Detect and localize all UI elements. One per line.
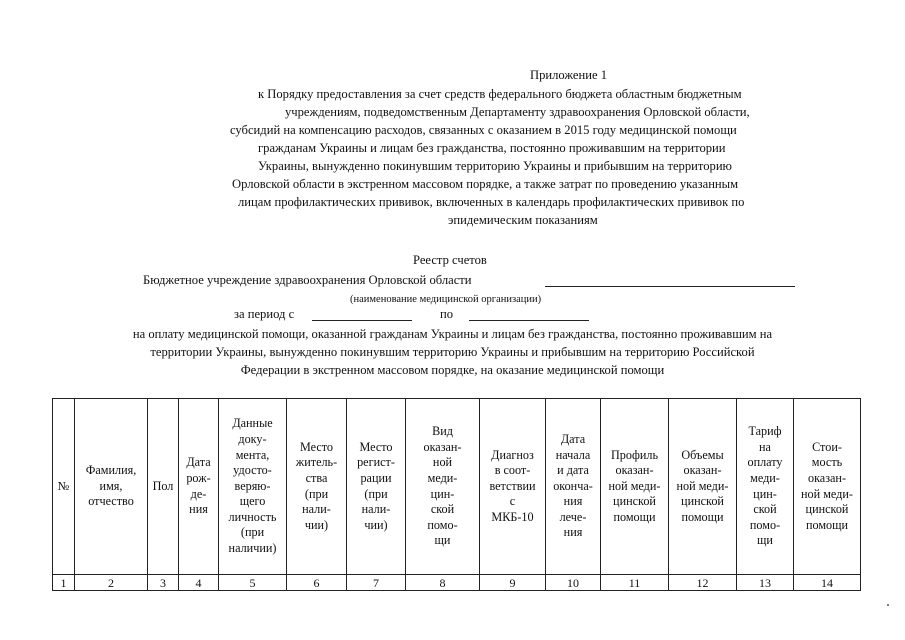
- scan-speck: [887, 604, 889, 606]
- institution-blank-line: [545, 286, 795, 287]
- purpose-line: на оплату медицинской помощи, оказанной гражданам Украины и лицам без гражданства, постоянно проживавшим на: [132, 327, 773, 341]
- col-header-treatment-dates: Дата начала и дата оконча- ния лече- ния: [546, 399, 601, 575]
- period-to-blank: [469, 320, 589, 321]
- appendix-line: лицам профилактических прививок, включенных в календарь профилактических прививок по: [238, 195, 745, 209]
- appendix-line: учреждениям, подведомственным Департаменту здравоохранения Орловской области,: [285, 105, 750, 119]
- purpose-line: территории Украины, вынужденно покинувшим территорию Украины и прибывшим на территорию Российской: [150, 345, 755, 359]
- column-number: 4: [179, 575, 219, 591]
- col-header-care-type: Вид оказан- ной меди- цин- ской помо- щи: [406, 399, 480, 575]
- col-header-cost: Стои- мость оказан- ной меди- цинской помощи: [794, 399, 861, 575]
- column-number-row: [53, 575, 861, 591]
- appendix-line: Орловской области в экстренном массовом порядке, а также затрат по проведению указанным: [232, 177, 739, 191]
- column-number: 7: [347, 575, 406, 591]
- col-header-sex: Пол: [148, 399, 179, 575]
- appendix-line: субсидий на компенсацию расходов, связанных с оказанием в 2015 году медицинской помощи: [230, 123, 737, 137]
- col-header-tariff: Тариф на оплату меди- цин- ской помо- щи: [737, 399, 794, 575]
- registry-title: Реестр счетов: [413, 253, 487, 267]
- column-number: 1: [53, 575, 75, 591]
- header-row: [53, 399, 861, 575]
- column-number: 5: [219, 575, 287, 591]
- col-header-residence: Место житель- ства (при нали- чии): [287, 399, 347, 575]
- column-number: 2: [75, 575, 148, 591]
- column-number: 10: [546, 575, 601, 591]
- column-number: 3: [148, 575, 179, 591]
- appendix-title: Приложение 1: [530, 68, 608, 82]
- col-header-diagnosis: Диагноз в соот- ветствии с МКБ-10: [480, 399, 546, 575]
- col-header-care-profile: Профиль оказан- ной меди- цинской помощи: [601, 399, 669, 575]
- column-number: 6: [287, 575, 347, 591]
- period-from-label: за период с: [234, 307, 295, 321]
- col-header-id-document: Данные доку- мента, удосто- веряю- щего личность (при наличии): [219, 399, 287, 575]
- column-number: 9: [480, 575, 546, 591]
- col-header-birthdate: Дата рож- де- ния: [179, 399, 219, 575]
- registry-table: [52, 398, 861, 591]
- appendix-line: эпидемическим показаниям: [448, 213, 598, 227]
- column-number: 11: [601, 575, 669, 591]
- col-header-number: №: [53, 399, 75, 575]
- column-number: 14: [794, 575, 861, 591]
- appendix-line: гражданам Украины и лицам без гражданства, постоянно проживавшим на территории: [258, 141, 726, 155]
- col-header-registration: Место регист- рации (при нали- чии): [347, 399, 406, 575]
- purpose-line: Федерации в экстренном массовом порядке, на оказание медицинской помощи: [240, 363, 665, 377]
- institution-caption: (наименование медицинской организации): [350, 294, 542, 305]
- period-to-label: по: [440, 307, 454, 321]
- column-number: 8: [406, 575, 480, 591]
- institution-label: Бюджетное учреждение здравоохранения Орловской области: [143, 273, 472, 287]
- col-header-care-volume: Объемы оказан- ной меди- цинской помощи: [669, 399, 737, 575]
- col-header-fullname: Фамилия, имя, отчество: [75, 399, 148, 575]
- column-number: 13: [737, 575, 794, 591]
- appendix-line: Украины, вынужденно покинувшим территорию Украины и прибывшим на территорию: [258, 159, 732, 173]
- period-from-blank: [312, 320, 412, 321]
- appendix-line: к Порядку предоставления за счет средств федерального бюджета областным бюджетным: [258, 87, 742, 101]
- column-number: 12: [669, 575, 737, 591]
